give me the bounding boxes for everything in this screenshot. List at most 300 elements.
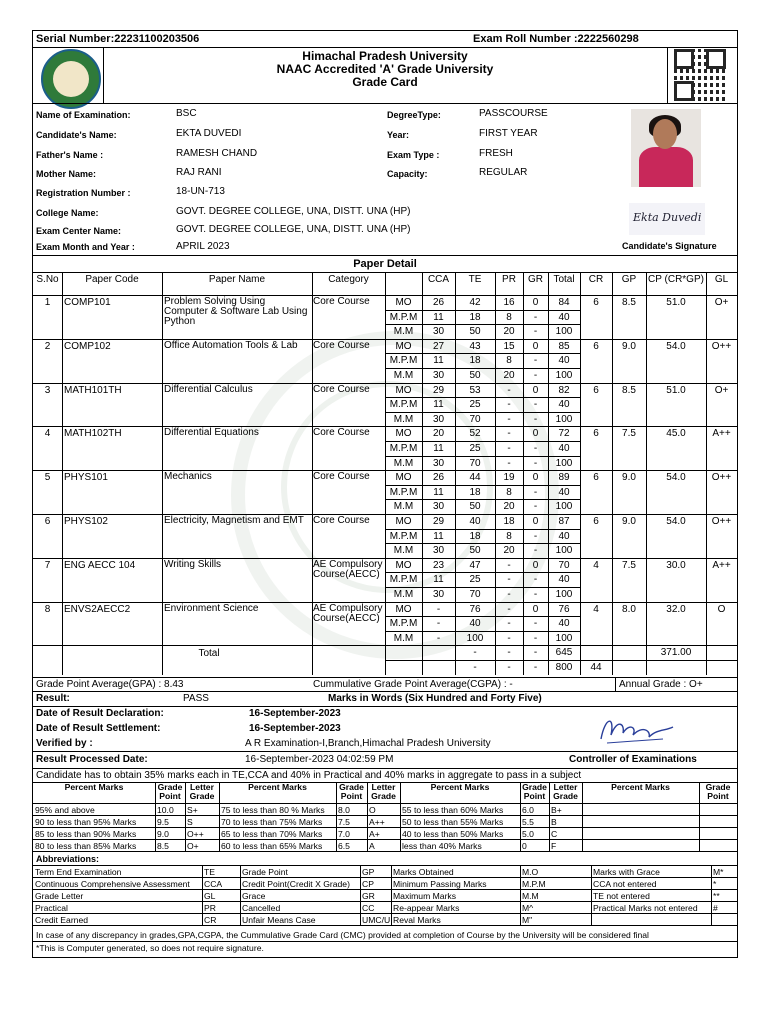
marks-cell: 18 (469, 311, 481, 323)
column-header: Paper Code (85, 274, 139, 285)
grading-cell: 95% and above (35, 805, 95, 815)
grading-cell: S+ (187, 805, 198, 815)
marks-type: M.M (393, 632, 414, 644)
abbrev-cell: CC (362, 903, 375, 913)
marks-cell: 11 (433, 399, 444, 411)
paper-name: Office Automation Tools & Lab (164, 339, 298, 351)
paper-gp: 9.0 (622, 472, 636, 484)
marks-cell: - (507, 603, 511, 615)
paper-gl: O++ (711, 516, 732, 527)
column-header: PR (502, 274, 516, 285)
capacity-label: Capacity: (387, 169, 428, 179)
marks-cell: - (507, 443, 511, 454)
marks-cell: 100 (555, 501, 573, 513)
marks-cell: 44 (469, 472, 481, 484)
university-name: Himachal Pradesh University (302, 49, 468, 63)
marks-cell: 50 (469, 326, 481, 338)
marks-type: MO (395, 340, 412, 352)
exam-name-label: Name of Examination: (36, 110, 131, 120)
marks-type: M.P.M (389, 311, 418, 323)
paper-gp: 9.0 (622, 340, 636, 352)
marks-cell: - (436, 618, 441, 630)
marks-cell: 11 (433, 311, 444, 323)
marks-cell: 0 (532, 472, 539, 484)
marks-cell: 0 (532, 559, 539, 571)
marks-cell: 40 (469, 618, 481, 630)
annual-grade: Annual Grade : O+ (619, 679, 703, 690)
paper-cp: 45.0 (666, 428, 686, 440)
paper-gl: O+ (714, 297, 729, 308)
marks-cell: 52 (469, 428, 481, 440)
grading-cell: B (551, 817, 557, 827)
marks-cell: 8 (506, 486, 512, 498)
paper-cr: 6 (593, 516, 599, 527)
marks-cell: 25 (469, 443, 481, 454)
marks-cell: 19 (503, 472, 515, 484)
grading-cell: 8.5 (157, 841, 169, 851)
marks-cell: 50 (469, 370, 481, 381)
exam-name-value: BSC (176, 108, 197, 119)
paper-name: Differential Calculus (164, 383, 253, 395)
paper-name: Environment Science (164, 602, 259, 614)
mother-value: RAJ RANI (176, 167, 222, 178)
paper-gl: O (717, 603, 726, 615)
marks-cell: 53 (469, 384, 481, 396)
settlement-date: 16-September-2023 (249, 723, 341, 734)
paper-cr: 6 (593, 340, 599, 352)
abbrev-cell: Credit Earned (35, 915, 89, 925)
paper-sno: 6 (44, 516, 51, 527)
marks-type: M.P.M (389, 486, 418, 498)
marks-type: M.P.M (389, 443, 418, 454)
marks-cell: 40 (558, 618, 570, 630)
marks-cell: - (507, 428, 511, 440)
paper-gl: O++ (711, 472, 732, 484)
grading-cell: 6.5 (338, 841, 350, 851)
marks-cell: 50 (469, 501, 481, 513)
marks-cell: 100 (555, 413, 573, 425)
paper-category: Core Course (313, 296, 370, 307)
grading-cell: 90 to less than 95% Marks (35, 817, 137, 827)
grading-header: Grade Point (157, 782, 183, 801)
marks-cell: 8 (506, 355, 512, 367)
marks-type: M.P.M (389, 399, 418, 411)
grading-cell: 10.0 (157, 805, 174, 815)
grade-card (32, 30, 738, 958)
marks-type: MO (395, 384, 412, 396)
candidate-label: Candidate's Name: (36, 130, 117, 140)
paper-sno: 4 (44, 428, 51, 440)
pass-criteria-note: Candidate has to obtain 35% marks each in TE,CCA and 40% in Practical and 40% marks in aggregate to pass in a subject (36, 770, 582, 781)
grading-cell: 6.0 (522, 805, 534, 815)
marks-cell: 70 (469, 457, 481, 469)
gpa: Grade Point Average(GPA) : 8.43 (36, 679, 184, 690)
marks-cell: - (533, 457, 538, 469)
exam-month-value: APRIL 2023 (176, 241, 230, 252)
abbrev-cell: TE (204, 867, 215, 877)
grading-cell: 85 to less than 90% Marks (35, 829, 137, 839)
marks-cell: 0 (532, 428, 539, 440)
marks-cell: - (507, 559, 511, 571)
marks-cell: 8 (506, 530, 512, 542)
registration-value: 18-UN-713 (176, 186, 225, 197)
marks-cell: 23 (432, 559, 445, 571)
year-value: FIRST YEAR (479, 128, 538, 139)
verified-label: Verified by : (36, 738, 93, 749)
grading-header: Percent Marks (430, 782, 490, 792)
marks-cell: 26 (432, 472, 445, 484)
marks-cell: - (507, 457, 511, 469)
qr-code-icon (674, 49, 726, 101)
column-header: CP (CR*GP) (648, 274, 704, 285)
marks-cell: - (533, 574, 538, 586)
marks-cell: 43 (469, 340, 481, 352)
marks-type: MO (395, 516, 412, 527)
grading-cell: O+ (187, 841, 199, 851)
abbrev-cell: Grade Point (242, 867, 288, 877)
abbrev-cell: GL (204, 891, 216, 901)
marks-cell: - (436, 603, 441, 615)
total-cell: - (473, 647, 477, 659)
abbrev-cell: M* (713, 867, 724, 877)
marks-cell: 76 (469, 603, 481, 615)
column-header: Paper Name (208, 274, 266, 285)
abbrev-cell: Maximum Marks (393, 891, 457, 901)
paper-gp: 8.5 (622, 297, 636, 308)
total-cell: - (533, 647, 538, 659)
cgpa: Cummulative Grade Point Average(CGPA) : - (313, 679, 513, 690)
naac-line: NAAC Accredited 'A' Grade University (276, 62, 494, 76)
computer-generated-note: *This is Computer generated, so does not require signature. (36, 943, 264, 953)
exam-roll-number: Exam Roll Number :2222560298 (473, 33, 639, 45)
marks-cell: 40 (558, 574, 570, 586)
abbrev-cell: GP (362, 867, 375, 877)
marks-cell: - (533, 399, 538, 411)
paper-gp: 7.5 (622, 428, 636, 440)
abbrev-cell: PR (204, 903, 216, 913)
marks-cell: 20 (503, 370, 515, 381)
marks-cell: 0 (532, 603, 539, 615)
degree-type-label: DegreeType: (387, 110, 441, 120)
abbrev-cell: Minimum Passing Marks (393, 879, 487, 889)
marks-cell: - (533, 326, 538, 338)
marks-type: MO (395, 297, 412, 308)
marks-cell: 40 (558, 311, 570, 323)
capacity-value: REGULAR (479, 167, 528, 178)
marks-in-words: Marks in Words (Six Hundred and Forty Five) (328, 693, 542, 704)
paper-name: Mechanics (164, 471, 212, 483)
marks-cell: 47 (469, 559, 481, 571)
grading-cell: B+ (551, 805, 562, 815)
grading-cell: 40 to less than 50% Marks (402, 829, 504, 839)
paper-gl: A++ (712, 559, 731, 571)
paper-gp: 8.0 (622, 603, 636, 615)
abbrev-cell: Marks Obtained (393, 867, 454, 877)
grading-cell: 5.0 (522, 829, 534, 839)
marks-type: M.M (393, 457, 414, 469)
marks-cell: 89 (558, 472, 570, 484)
abbrev-cell: Marks with Grace (593, 867, 660, 877)
abbrev-cell: Grace (242, 891, 266, 901)
marks-cell: 82 (558, 384, 570, 396)
grading-cell: A (369, 841, 375, 851)
grading-cell: S (187, 817, 193, 827)
processed-label: Result Processed Date: (36, 754, 148, 765)
marks-type: MO (395, 472, 412, 484)
result-value: PASS (183, 693, 209, 704)
document-title: Grade Card (352, 75, 418, 89)
marks-cell: 30 (432, 545, 445, 557)
grading-cell: 9.0 (157, 829, 169, 839)
marks-cell: - (533, 501, 538, 513)
total-label: Total (198, 648, 220, 660)
paper-gl: O+ (714, 384, 729, 396)
abbrev-cell: TE not entered (593, 891, 650, 901)
registration-label: Registration Number : (36, 188, 131, 198)
marks-cell: 100 (555, 370, 573, 381)
marks-cell: 84 (558, 297, 570, 308)
marks-cell: 25 (469, 399, 481, 411)
grading-cell: O (369, 805, 376, 815)
abbrev-cell: # (713, 903, 718, 913)
grading-header: Letter Grade (189, 782, 215, 801)
column-header: Category (328, 274, 369, 285)
grading-cell: 80 to less than 85% Marks (35, 841, 137, 851)
candidate-value: EKTA DUVEDI (176, 128, 242, 139)
marks-cell: 15 (503, 340, 515, 352)
paper-sno: 3 (44, 384, 51, 396)
grading-cell: 8.0 (338, 805, 350, 815)
marks-cell: - (533, 413, 538, 425)
grading-cell: 0 (522, 841, 527, 851)
grading-header: Percent Marks (64, 782, 124, 792)
grading-cell: less than 40% Marks (402, 841, 482, 851)
abbrev-cell: ** (713, 891, 720, 901)
paper-category: AE Compulsory Course(AECC) (313, 602, 383, 624)
marks-cell: 30 (432, 413, 445, 425)
grading-header: Grade Point (705, 782, 731, 801)
grading-cell: F (551, 841, 557, 851)
abbrev-cell: Practical Marks not entered (593, 903, 698, 913)
marks-cell: 0 (532, 384, 539, 396)
column-header: CR (588, 274, 604, 285)
paper-code: MATH101TH (64, 384, 122, 396)
abbrev-cell: CR (204, 915, 217, 925)
grading-cell: 5.5 (522, 817, 534, 827)
marks-cell: 100 (555, 326, 573, 338)
marks-cell: 40 (558, 399, 570, 411)
marks-cell: 42 (469, 297, 481, 308)
marks-cell: 72 (558, 428, 570, 440)
grading-cell: 75 to less than 80 % Marks (221, 805, 325, 815)
column-header: CCA (427, 274, 450, 285)
abbrev-cell: M" (522, 915, 533, 925)
total-cell: - (507, 662, 511, 673)
grading-cell: O++ (187, 829, 204, 839)
abbrev-cell: Cancelled (242, 903, 281, 913)
marks-cell: - (507, 413, 511, 425)
result-label: Result: (36, 693, 70, 704)
marks-cell: 30 (432, 457, 445, 469)
marks-cell: 40 (558, 443, 570, 454)
paper-cr: 6 (593, 384, 599, 396)
marks-type: MO (395, 603, 412, 615)
declaration-label: Date of Result Declaration: (36, 708, 164, 719)
abbrev-cell: M.P.M (522, 879, 546, 889)
marks-cell: 30 (432, 589, 445, 600)
marks-cell: 18 (503, 516, 515, 527)
abbrev-cell: Reval Marks (393, 915, 441, 925)
marks-type: M.M (393, 413, 414, 425)
marks-cell: - (533, 355, 538, 367)
paper-name: Problem Solving Using Computer & Software Lab Using Python (164, 296, 308, 327)
controller-caption: Controller of Examinations (569, 754, 697, 765)
paper-gl: A++ (712, 428, 731, 440)
paper-gp: 9.0 (622, 516, 636, 527)
paper-cp: 51.0 (666, 297, 686, 308)
grading-cell: 55 to less than 60% Marks (402, 805, 504, 815)
paper-code: ENG AECC 104 (64, 559, 136, 571)
marks-cell: 40 (558, 486, 570, 498)
marks-cell: 11 (433, 530, 444, 542)
marks-cell: 0 (532, 516, 539, 527)
marks-cell: 70 (469, 589, 481, 600)
column-header: TE (468, 274, 482, 285)
marks-cell: - (507, 399, 511, 411)
grading-cell: 60 to less than 65% Marks (221, 841, 323, 851)
marks-type: M.M (393, 501, 414, 513)
paper-cp: 54.0 (666, 472, 686, 484)
degree-type-value: PASSCOURSE (479, 108, 548, 119)
university-logo (41, 49, 101, 109)
abbrev-cell: UMC/U (362, 915, 391, 925)
settlement-label: Date of Result Settlement: (36, 723, 161, 734)
paper-cr: 6 (593, 472, 599, 484)
year-label: Year: (387, 130, 410, 140)
paper-cp: 54.0 (666, 340, 686, 352)
marks-cell: - (533, 530, 538, 542)
column-header: S.No (36, 274, 59, 285)
total-cell: 371.00 (660, 647, 692, 659)
column-header: GR (528, 274, 543, 285)
column-header: Total (553, 274, 575, 285)
total-cell: - (507, 647, 511, 659)
marks-cell: - (436, 632, 441, 644)
marks-cell: - (507, 384, 511, 396)
marks-type: M.M (393, 589, 414, 600)
grading-header: Percent Marks (248, 782, 307, 792)
college-label: College Name: (36, 208, 99, 218)
marks-cell: 30 (432, 326, 445, 338)
candidate-signature: Ekta Duvedi (629, 203, 705, 235)
marks-cell: 40 (469, 516, 481, 527)
marks-cell: 11 (433, 486, 444, 498)
abbrev-cell: Credit Point(Credit X Grade) (242, 879, 350, 889)
marks-cell: 29 (432, 384, 445, 396)
marks-type: M.M (393, 370, 414, 381)
marks-cell: 27 (432, 340, 445, 352)
abbrev-cell: Grade Letter (35, 891, 84, 901)
abbreviations-title: Abbreviations: (36, 854, 100, 864)
paper-sno: 8 (44, 603, 51, 615)
total-cell: - (473, 662, 477, 673)
abbrev-cell: M.M (522, 891, 539, 901)
paper-sno: 2 (44, 340, 51, 352)
abbrev-cell: Continuous Comprehensive Assessment (35, 879, 190, 889)
marks-cell: 18 (469, 530, 481, 542)
grading-cell: 7.5 (338, 817, 350, 827)
verified-by: A R Examination-I,Branch,Himachal Pradesh University (245, 738, 491, 749)
total-cell: 800 (555, 662, 573, 673)
exam-center-label: Exam Center Name: (36, 226, 122, 236)
grading-cell: 50 to less than 55% Marks (402, 817, 504, 827)
serial-number: Serial Number:22231100203506 (36, 33, 200, 45)
paper-code: ENVS2AECC2 (64, 603, 131, 615)
paper-cp: 30.0 (666, 559, 686, 571)
grading-cell: 9.5 (157, 817, 169, 827)
paper-category: AE Compulsory Course(AECC) (313, 558, 383, 580)
grading-cell: A++ (369, 817, 385, 827)
paper-category: Core Course (313, 515, 370, 526)
paper-code: PHYS101 (64, 472, 108, 484)
marks-cell: - (507, 589, 511, 600)
marks-cell: - (533, 618, 538, 630)
paper-sno: 1 (44, 297, 51, 308)
paper-gl: O++ (711, 340, 732, 352)
grading-cell: 7.0 (338, 829, 350, 839)
marks-cell: - (533, 632, 538, 644)
marks-type: M.M (393, 545, 414, 557)
marks-cell: 100 (555, 589, 573, 600)
marks-type: MO (395, 428, 412, 440)
marks-cell: 20 (503, 326, 515, 338)
processed-date: 16-September-2023 04:02:59 PM (245, 754, 394, 765)
marks-cell: 40 (558, 355, 570, 367)
marks-type: MO (395, 559, 412, 571)
marks-cell: 8 (506, 311, 512, 323)
abbrev-cell: M.O (522, 867, 539, 877)
exam-type-value: FRESH (479, 148, 513, 159)
marks-cell: 29 (432, 516, 445, 527)
candidate-photo (631, 109, 701, 187)
marks-cell: 11 (433, 443, 444, 454)
abbrev-cell: Term End Examination (35, 867, 122, 877)
grading-cell: A+ (369, 829, 380, 839)
marks-cell: - (533, 486, 538, 498)
declaration-date: 16-September-2023 (249, 708, 341, 719)
paper-cp: 51.0 (666, 384, 686, 396)
marks-cell: 0 (532, 340, 539, 352)
grading-cell: C (551, 829, 558, 839)
column-header: GL (714, 274, 729, 285)
marks-type: M.M (393, 326, 414, 338)
marks-cell: - (507, 574, 511, 586)
marks-type: M.P.M (389, 574, 418, 586)
marks-cell: 50 (469, 545, 481, 557)
marks-cell: 100 (555, 457, 573, 469)
paper-cr: 6 (593, 297, 599, 308)
paper-detail-title: Paper Detail (353, 258, 417, 270)
marks-cell: 18 (469, 486, 481, 498)
marks-cell: - (507, 632, 511, 644)
abbrev-cell: CP (362, 879, 374, 889)
marks-cell: 100 (555, 632, 573, 644)
marks-cell: - (533, 311, 538, 323)
marks-cell: 100 (555, 545, 573, 557)
marks-cell: 25 (469, 574, 481, 586)
paper-sno: 7 (44, 559, 51, 571)
paper-cr: 4 (593, 559, 599, 571)
